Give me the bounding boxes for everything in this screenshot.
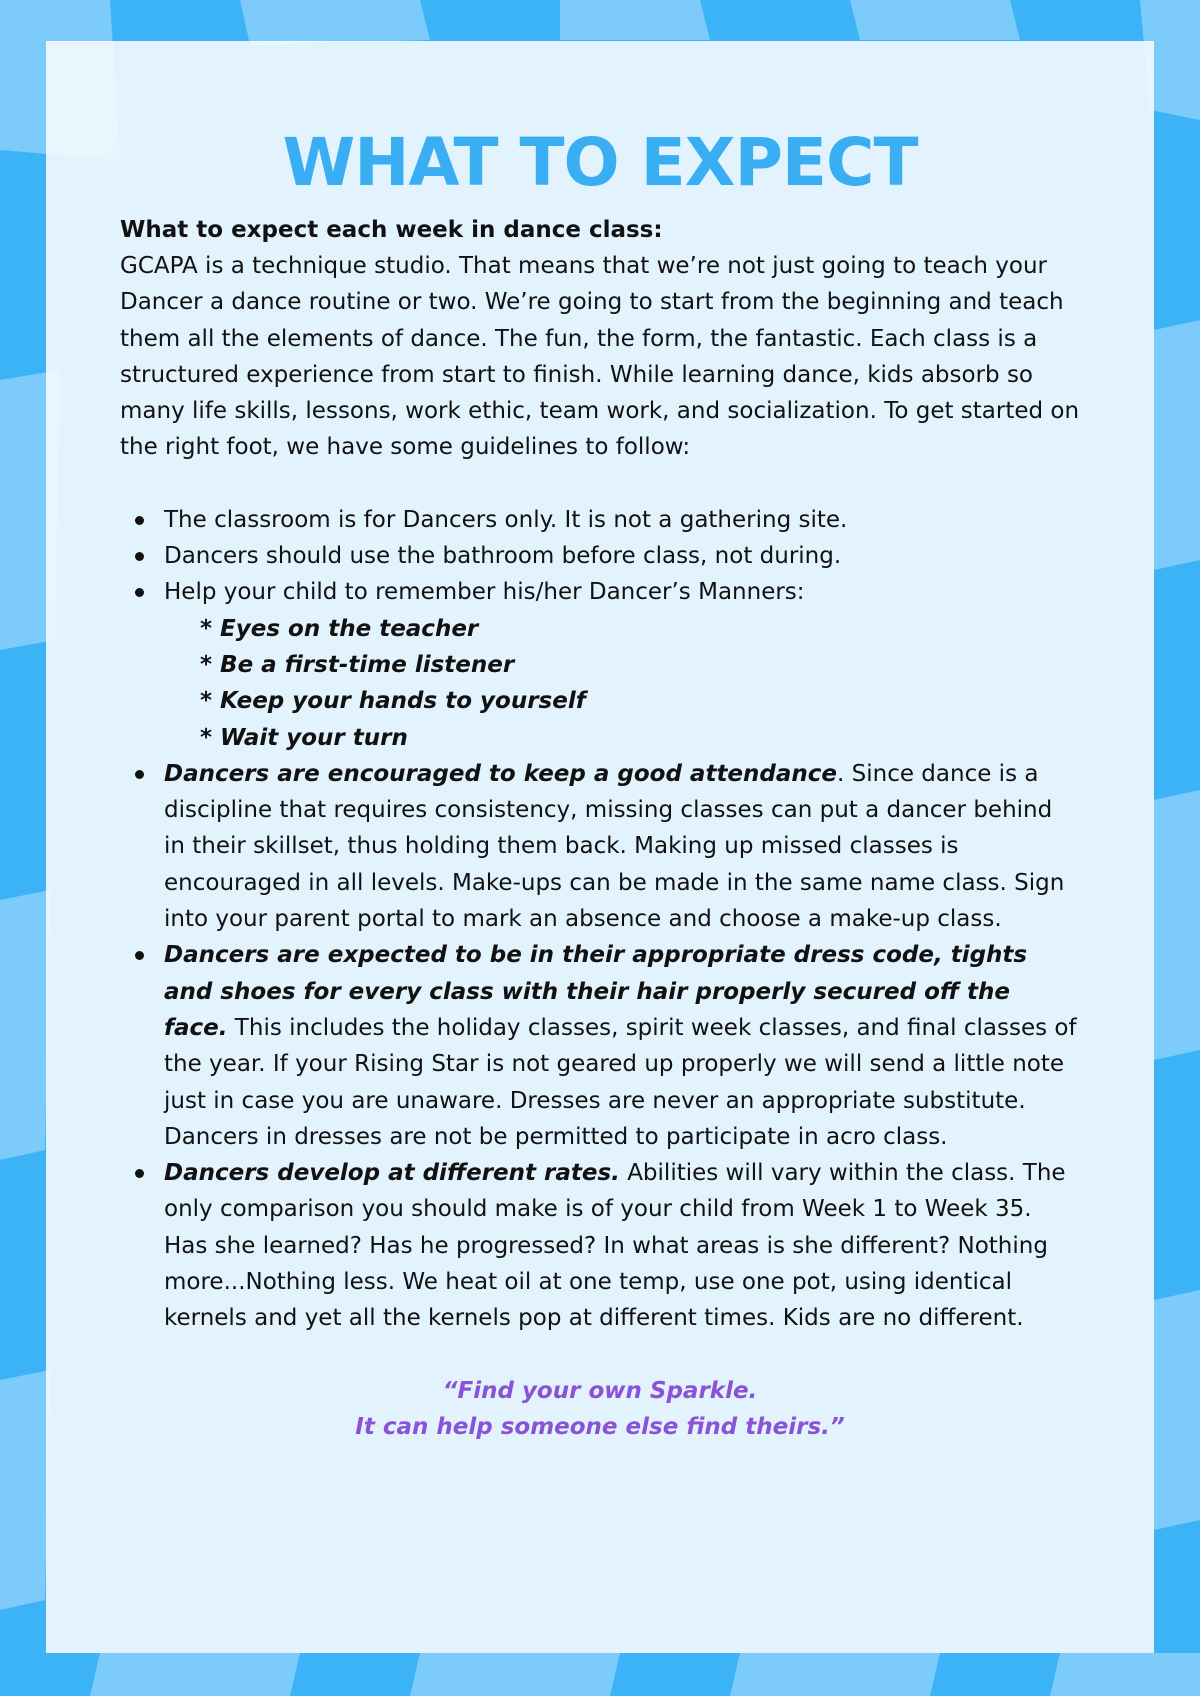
quote-line: “Find your own Sparkle. <box>442 1377 758 1404</box>
guideline-item-attendance <box>164 756 1080 937</box>
guideline-text: Abilities will vary within the class. The only comparison you should make is of your child from Week 1 to Week 35. Has she learned? Has he progressed? In what areas is she different? Nothing more...Nothing less. We heat oil at one temp, use one pot, using identical kernels and yet all the kernels pop at different times. Kids are no different. <box>164 1160 1066 1332</box>
intro-heading: What to expect each week in dance class: <box>120 217 663 243</box>
guideline-text: The classroom is for Dancers only. It is not a gathering site. <box>164 506 848 533</box>
manner-item: * Keep your hands to yourself <box>200 688 586 715</box>
guideline-item-classroom <box>164 502 1080 538</box>
guideline-text: This includes the holiday classes, spirit week classes, and final classes of the year. If your Rising Star is not geared up properly we will send a little note just in case you are unaware. Dresses are never an appropriate substitute. Dancers in dresses are not be permitted to participate in acro class. <box>164 1014 1077 1150</box>
guideline-item-manners <box>164 574 1080 755</box>
guideline-item-bathroom <box>164 538 1080 574</box>
closing-quote <box>120 1373 1080 1446</box>
manner-item: * Be a first-time listener <box>200 651 515 678</box>
intro-paragraph: GCAPA is a technique studio. That means that we’re not just going to teach your Dancer a dance routine or two. We’re going to start from the beginning and teach them all the elements of dance. The fun, the form, the fantastic. Each class is a structured experience from start to finish. While learning dance, kids absorb so many life skills, lessons, work ethic, team work, and socialization. To get started on the right foot, we have some guidelines to follow: <box>120 253 1080 461</box>
guideline-item-development <box>164 1155 1080 1336</box>
quote-line: It can help someone else find theirs.” <box>355 1413 845 1440</box>
guidelines-list <box>120 502 1080 1337</box>
guideline-text: Help your child to remember his/her Dancer’s Manners: <box>164 579 805 606</box>
manner-item: * Wait your turn <box>200 724 408 751</box>
manner-item: * Eyes on the teacher <box>200 615 479 642</box>
guideline-lead: Dancers develop at different rates. <box>164 1160 620 1187</box>
guideline-text: . Since dance is a discipline that requires consistency, missing classes can put a dancer behind in their skillset, thus holding them back. Making up missed classes is encouraged in all levels. Make-ups can be made in the same name class. Sign into your parent portal to mark an absence and choose a make-up class. <box>164 760 1065 933</box>
page-title: WHAT TO EXPECT <box>282 124 918 201</box>
document-body <box>120 118 1080 1445</box>
guideline-lead: Dancers are expected to be in their appropriate dress code, tights and shoes for every class with their hair properly secured off the face. <box>164 942 1028 1041</box>
guideline-text: Dancers should use the bathroom before class, not during. <box>164 543 842 570</box>
guideline-item-dress-code <box>164 937 1080 1155</box>
manners-list <box>164 611 1080 756</box>
guideline-lead: Dancers are encouraged to keep a good attendance <box>164 760 837 787</box>
